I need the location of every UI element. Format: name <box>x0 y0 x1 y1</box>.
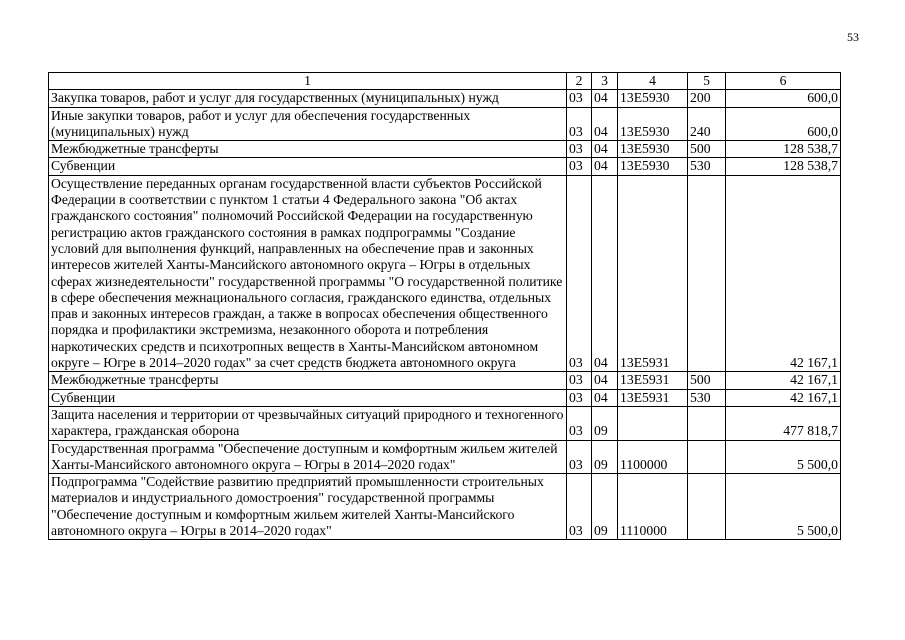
row-name: Осуществление переданных органам государственной власти субъектов Российской Федерации в соответствии с пунктом 1 статьи 4 Федерального закона "Об актах гражданского состояния" полномочий Российской Федерации на государственную регистрацию актов гражданского состояния в рамках подпрограммы "Создание условий для выполнения функций, направленных на обеспечение прав и законных интересов жителей Ханты-Мансийского автономного округа – Югры в отдельных сферах жизнедеятельности" государственной программы "О государственной политике в сфере обеспечения межнационального согласия, гражданского единства, отдельных прав и законных интересов граждан, а также в вопросах обеспечения общественного порядка и профилактики экстремизма, незаконного оборота и потребления наркотических средств и психотропных веществ в Ханты-Мансийском автономном округе – Югре в 2014–2020 годах" за счет средств бюджета автономного округа <box>49 175 567 372</box>
table-row <box>49 90 841 107</box>
row-target-code: 13Е5930 <box>618 90 688 107</box>
row-section: 03 <box>567 440 592 474</box>
table-row <box>49 474 841 540</box>
row-name: Субвенции <box>49 389 567 406</box>
row-target-code: 1100000 <box>618 440 688 474</box>
row-subsection: 09 <box>592 440 618 474</box>
table-row <box>49 389 841 406</box>
row-name: Субвенции <box>49 158 567 175</box>
table-row <box>49 406 841 440</box>
table-row <box>49 141 841 158</box>
row-subsection: 04 <box>592 175 618 372</box>
row-subsection: 09 <box>592 474 618 540</box>
row-name: Закупка товаров, работ и услуг для государственных (муниципальных) нужд <box>49 90 567 107</box>
header-col-3: 3 <box>592 73 618 90</box>
row-name: Подпрограмма "Содействие развитию предприятий промышленности строительных материалов и индустриального домостроения" государственной программы "Обеспечение доступным и комфортным жильем жителей Ханты-Мансийского автономного округа – Югры в 2014–2020 годах" <box>49 474 567 540</box>
row-subsection: 04 <box>592 158 618 175</box>
row-subsection: 04 <box>592 107 618 141</box>
row-subsection: 04 <box>592 372 618 389</box>
row-expense-type: 530 <box>688 158 726 175</box>
row-section: 03 <box>567 90 592 107</box>
table-row <box>49 175 841 372</box>
row-name: Межбюджетные трансферты <box>49 141 567 158</box>
page-number: 53 <box>847 30 859 44</box>
row-amount: 477 818,7 <box>726 406 841 440</box>
row-section: 03 <box>567 141 592 158</box>
row-expense-type: 240 <box>688 107 726 141</box>
row-subsection: 04 <box>592 141 618 158</box>
header-col-5: 5 <box>688 73 726 90</box>
row-name: Иные закупки товаров, работ и услуг для обеспечения государственных (муниципальных) нужд <box>49 107 567 141</box>
row-amount: 600,0 <box>726 90 841 107</box>
row-amount: 600,0 <box>726 107 841 141</box>
row-amount: 128 538,7 <box>726 158 841 175</box>
row-name: Государственная программа "Обеспечение доступным и комфортным жильем жителей Ханты-Мансийского автономного округа – Югры в 2014–2020 годах" <box>49 440 567 474</box>
row-expense-type: 530 <box>688 389 726 406</box>
table-row <box>49 372 841 389</box>
row-subsection: 04 <box>592 90 618 107</box>
row-expense-type <box>688 406 726 440</box>
row-expense-type: 500 <box>688 372 726 389</box>
row-section: 03 <box>567 158 592 175</box>
row-target-code: 13Е5931 <box>618 389 688 406</box>
row-amount: 42 167,1 <box>726 389 841 406</box>
table-row <box>49 107 841 141</box>
row-target-code: 13Е5930 <box>618 158 688 175</box>
header-col-2: 2 <box>567 73 592 90</box>
row-section: 03 <box>567 107 592 141</box>
row-name: Защита населения и территории от чрезвычайных ситуаций природного и техногенного характера, гражданская оборона <box>49 406 567 440</box>
row-expense-type: 500 <box>688 141 726 158</box>
budget-table <box>48 72 841 540</box>
table-row <box>49 440 841 474</box>
header-col-1: 1 <box>49 73 567 90</box>
header-col-4: 4 <box>618 73 688 90</box>
table-header-row <box>49 73 841 90</box>
row-section: 03 <box>567 474 592 540</box>
row-target-code: 13Е5930 <box>618 107 688 141</box>
row-subsection: 04 <box>592 389 618 406</box>
row-expense-type: 200 <box>688 90 726 107</box>
row-amount: 128 538,7 <box>726 141 841 158</box>
row-name: Межбюджетные трансферты <box>49 372 567 389</box>
row-section: 03 <box>567 389 592 406</box>
row-target-code: 13Е5931 <box>618 372 688 389</box>
row-target-code <box>618 406 688 440</box>
row-section: 03 <box>567 372 592 389</box>
header-col-6: 6 <box>726 73 841 90</box>
row-amount: 42 167,1 <box>726 175 841 372</box>
row-target-code: 13Е5930 <box>618 141 688 158</box>
row-expense-type <box>688 440 726 474</box>
table-row <box>49 158 841 175</box>
row-amount: 42 167,1 <box>726 372 841 389</box>
row-section: 03 <box>567 175 592 372</box>
row-subsection: 09 <box>592 406 618 440</box>
row-amount: 5 500,0 <box>726 440 841 474</box>
row-expense-type <box>688 175 726 372</box>
row-target-code: 13Е5931 <box>618 175 688 372</box>
row-expense-type <box>688 474 726 540</box>
row-amount: 5 500,0 <box>726 474 841 540</box>
row-target-code: 1110000 <box>618 474 688 540</box>
row-section: 03 <box>567 406 592 440</box>
